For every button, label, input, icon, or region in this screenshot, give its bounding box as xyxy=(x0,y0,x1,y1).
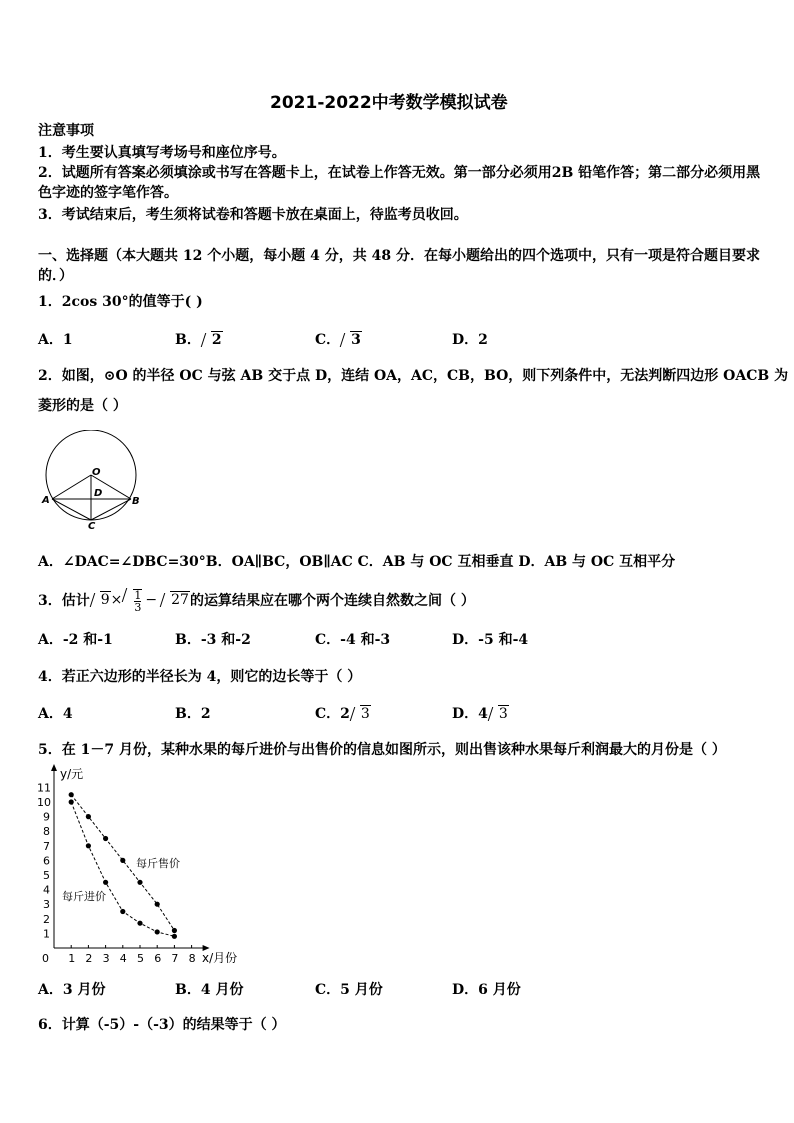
q5-option-a: A．3 月份 xyxy=(38,982,106,998)
q3-pre: 3．估计 xyxy=(38,593,90,609)
y-axis-label: y/元 xyxy=(60,767,84,781)
segment-ac xyxy=(52,499,91,520)
x-tick-label: 0 xyxy=(42,952,49,965)
q6-stem: 6．计算（-5）-（-3）的结果等于（ ） xyxy=(38,1017,286,1033)
data-point xyxy=(155,902,160,907)
y-tick-label: 3 xyxy=(43,898,50,912)
q4-option-a: A．4 xyxy=(38,706,73,722)
y-tick-label: 1 xyxy=(43,927,50,941)
segment-bc xyxy=(91,499,131,520)
notice-heading: 注意事项 xyxy=(38,123,94,139)
x-tick-label: 7 xyxy=(171,952,179,965)
notice-item-1: 1．考生要认真填写考场号和座位序号。 xyxy=(38,145,286,161)
data-point xyxy=(86,814,91,819)
y-tick-label: 9 xyxy=(43,810,50,824)
notice-item-2-cont: 色字迹的签字笔作答。 xyxy=(38,185,178,201)
label-a: A xyxy=(42,495,50,506)
q3-option-b: B．-3 和-2 xyxy=(175,632,251,648)
section-header-cont: 的．） xyxy=(38,268,73,284)
x-tick-label: 2 xyxy=(85,952,93,965)
label-b: B xyxy=(132,496,140,507)
sqrt-symbol xyxy=(490,706,509,722)
q3-option-d: D．-5 和-4 xyxy=(452,632,529,648)
q5-price-chart xyxy=(30,762,260,970)
label-c: C xyxy=(88,521,96,530)
data-point xyxy=(137,880,142,885)
q4-option-d xyxy=(452,703,509,723)
y-tick-label: 2 xyxy=(43,912,50,926)
data-point xyxy=(172,928,177,933)
q2-circle-figure xyxy=(38,430,148,530)
q4-option-d-label: D．4 xyxy=(452,706,488,722)
q3-radicand-1: 9 xyxy=(100,592,110,608)
q4-option-d-radicand: 3 xyxy=(498,706,508,722)
data-point xyxy=(69,799,74,804)
q3-times: × xyxy=(110,592,123,608)
sqrt-symbol xyxy=(162,592,190,608)
q3-radicand-2: 27 xyxy=(171,592,189,608)
q3-post: 的运算结果应在哪个两个连续自然数之间（ ） xyxy=(189,593,475,609)
data-point xyxy=(172,934,177,939)
q1-option-c-label: C． xyxy=(315,332,341,348)
q3-minus: − xyxy=(145,592,158,608)
q4-stem: 4．若正六边形的半径长为 4，则它的边长等于（ ） xyxy=(38,669,362,685)
q2-stem-cont: 菱形的是（ ） xyxy=(38,398,127,414)
q1-option-c xyxy=(315,329,362,349)
sqrt-symbol xyxy=(203,332,223,348)
sqrt-symbol xyxy=(352,706,371,722)
q5-option-c: C．5 月份 xyxy=(315,982,383,998)
q2-stem: 2．如图，⊙O 的半径 OC 与弦 AB 交于点 D，连结 OA，AC，CB，BO，则下列条件中，无法判断四边形 OACB 为 xyxy=(38,368,789,384)
q3-option-a: A．-2 和-1 xyxy=(38,632,113,648)
y-axis-arrow xyxy=(51,764,57,771)
notice-item-3: 3．考试结束后，考生须将试卷和答题卡放在桌面上，待监考员收回。 xyxy=(38,207,468,223)
data-point xyxy=(155,929,160,934)
notice-item-2: 2．试题所有答案必须填涂或书写在答题卡上，在试卷上作答无效。第一部分必须用2B 铅笔作答；第二部分必须用黑 xyxy=(38,165,761,181)
chart-axes xyxy=(51,764,210,951)
sqrt-frac-symbol xyxy=(124,587,142,613)
label-d: D xyxy=(94,488,103,499)
q1-stem: 1．2cos 30°的值等于( ) xyxy=(38,294,203,310)
sqrt-symbol xyxy=(92,592,111,608)
y-tick-label: 10 xyxy=(37,796,51,809)
q5-option-d: D．6 月份 xyxy=(452,982,521,998)
data-point xyxy=(103,836,108,841)
chart-ticks xyxy=(37,781,196,965)
data-point xyxy=(86,843,91,848)
q1-option-d: D．2 xyxy=(452,332,488,348)
q1-option-b-radicand: 2 xyxy=(211,332,222,348)
q1-option-b xyxy=(175,329,223,349)
data-point xyxy=(69,792,74,797)
y-tick-label: 7 xyxy=(43,839,50,853)
y-tick-label: 6 xyxy=(43,854,50,868)
q3-stem xyxy=(38,587,475,613)
label-o: O xyxy=(92,467,101,478)
series-label-buy: 每斤进价 xyxy=(62,890,106,903)
segment-oa xyxy=(52,475,91,499)
data-point xyxy=(137,921,142,926)
q1-option-a: A．1 xyxy=(38,332,73,348)
q4-option-c-radicand: 3 xyxy=(360,706,370,722)
y-tick-label: 4 xyxy=(43,883,50,897)
q4-option-c-label: C．2 xyxy=(315,706,350,722)
y-tick-label: 8 xyxy=(43,825,50,839)
x-tick-label: 6 xyxy=(154,952,162,965)
q3-option-c: C．-4 和-3 xyxy=(315,632,391,648)
q4-option-c xyxy=(315,703,371,723)
page-title: 2021-2022中考数学模拟试卷 xyxy=(270,93,508,113)
q5-stem: 5．在 1－7 月份，某种水果的每斤进价与出售价的信息如图所示，则出售该种水果每斤利润最大的月份是（ ） xyxy=(38,742,726,758)
x-tick-label: 3 xyxy=(102,952,110,965)
x-tick-label: 5 xyxy=(137,952,144,965)
x-tick-label: 4 xyxy=(119,952,127,965)
data-point xyxy=(120,858,125,863)
q2-options: A．∠DAC=∠DBC=30°B．OA∥BC，OB∥AC C．AB 与 OC 互相垂直 D．AB 与 OC 互相平分 xyxy=(38,554,676,570)
x-tick-label: 8 xyxy=(188,952,196,965)
q3-frac-num: 1 xyxy=(134,589,142,602)
q3-frac-den: 3 xyxy=(134,601,142,614)
section-header: 一、选择题（本大题共 12 个小题，每小题 4 分，共 48 分．在每小题给出的四个选项中，只有一项是符合题目要求 xyxy=(38,248,760,264)
q1-option-b-label: B． xyxy=(175,332,201,348)
x-axis-label: x/月份 xyxy=(202,951,238,965)
data-point xyxy=(120,909,125,914)
data-point xyxy=(103,880,108,885)
series-label-sell: 每斤售价 xyxy=(136,857,180,870)
x-tick-label: 1 xyxy=(68,952,76,965)
q1-option-c-radicand: 3 xyxy=(351,332,361,348)
y-tick-label: 11 xyxy=(37,781,51,795)
q4-option-b: B．2 xyxy=(175,706,211,722)
y-tick-label: 5 xyxy=(43,869,50,882)
sqrt-symbol xyxy=(342,332,362,348)
q5-option-b: B．4 月份 xyxy=(175,982,244,998)
